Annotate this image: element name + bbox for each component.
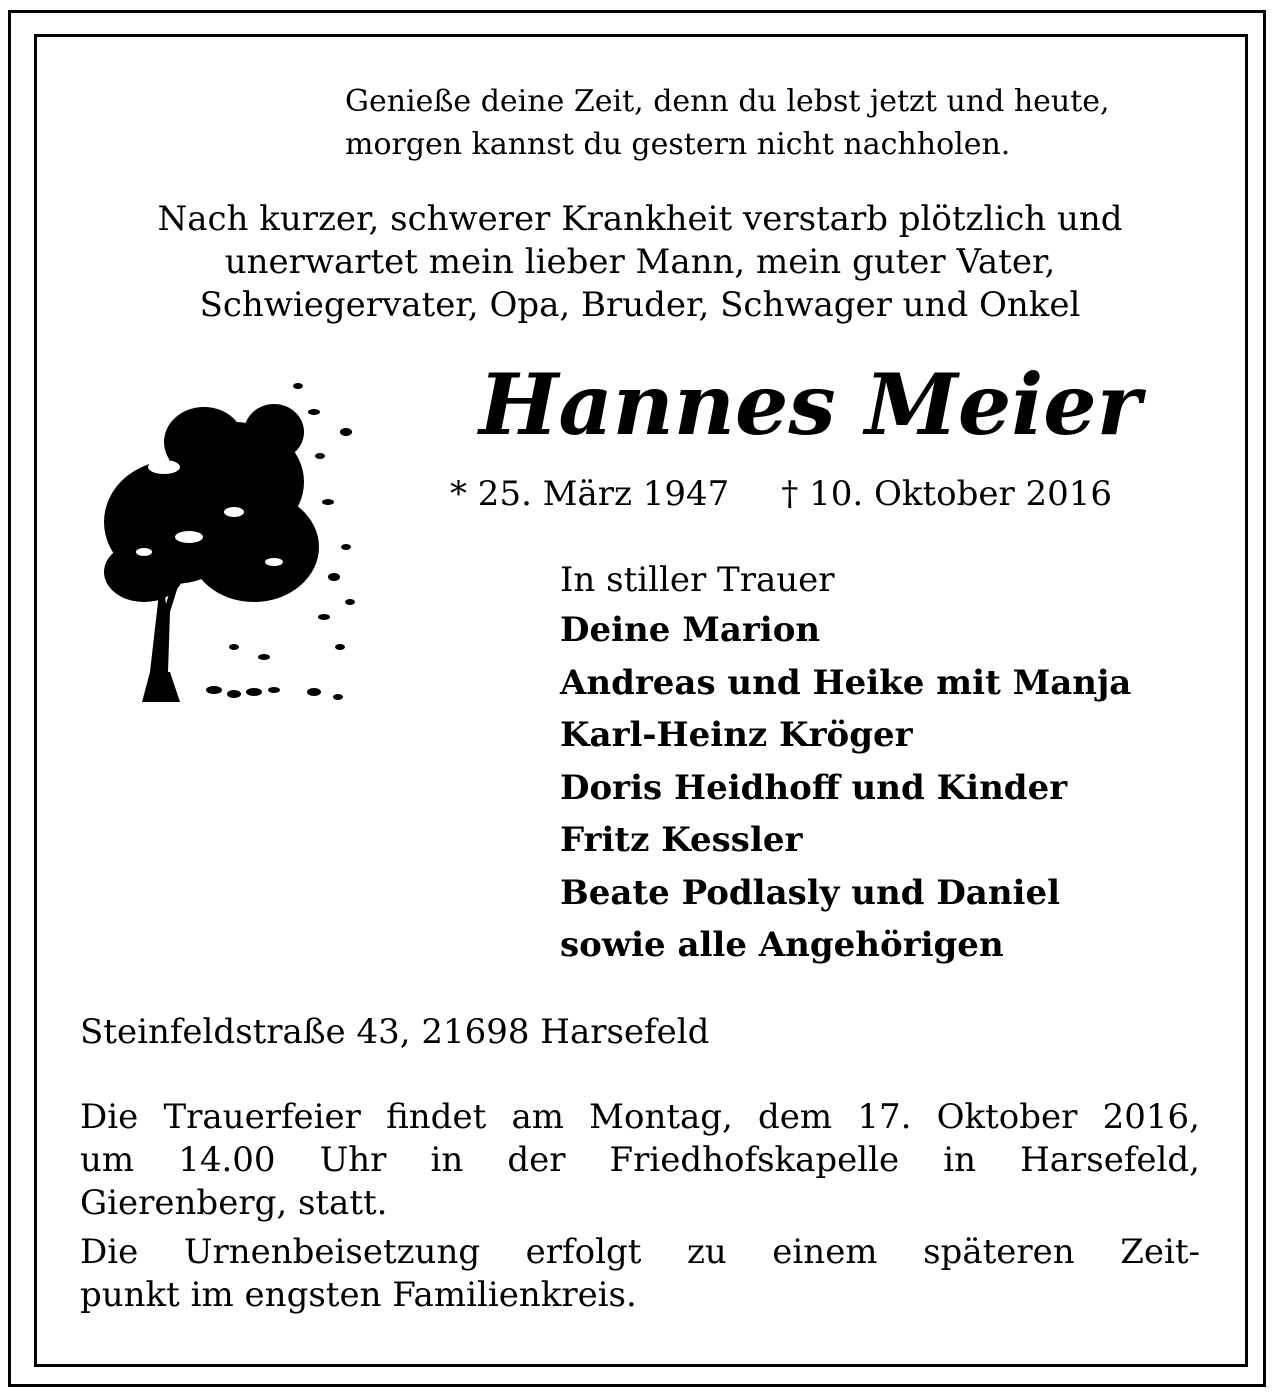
word: Friedhofskapelle bbox=[609, 1140, 900, 1180]
funeral-line: Gierenberg, statt. bbox=[80, 1183, 388, 1223]
death-announcement-intro bbox=[40, 198, 1240, 327]
word: einem bbox=[772, 1232, 878, 1272]
word: Zeit- bbox=[1120, 1232, 1200, 1272]
word: in bbox=[943, 1140, 977, 1180]
funeral-line bbox=[80, 1096, 1200, 1139]
word: um bbox=[80, 1140, 135, 1180]
word: der bbox=[507, 1140, 566, 1180]
motto-line: morgen kannst du gestern nicht nachholen. bbox=[345, 127, 1011, 162]
family-address: Steinfeldstraße 43, 21698 Harsefeld bbox=[80, 1012, 710, 1052]
intro-line: unerwartet mein lieber Mann, mein guter Vater, bbox=[224, 242, 1056, 282]
mourner-name: Deine Marion bbox=[560, 610, 821, 650]
word: Oktober bbox=[936, 1097, 1078, 1137]
word: Trauerfeier bbox=[163, 1097, 361, 1137]
birth-date: * 25. März 1947 bbox=[450, 474, 730, 514]
word: 17. bbox=[857, 1097, 912, 1137]
mourner-name: Doris Heidhoff und Kinder bbox=[560, 767, 1068, 808]
funeral-notice bbox=[80, 1096, 1200, 1317]
mourner-name: Fritz Kessler bbox=[560, 820, 803, 860]
word: Uhr bbox=[319, 1140, 387, 1180]
word: Montag, bbox=[589, 1097, 733, 1137]
mourner-name: Andreas und Heike mit Manja bbox=[560, 662, 1132, 703]
word: 2016, bbox=[1102, 1097, 1200, 1137]
mourner-name: sowie alle Angehörigen bbox=[560, 925, 1004, 965]
tree-with-falling-leaves-icon bbox=[84, 372, 374, 717]
urn-line bbox=[80, 1231, 1200, 1274]
word: dem bbox=[758, 1097, 833, 1137]
intro-line: Nach kurzer, schwerer Krankheit verstarb plötzlich und bbox=[157, 199, 1123, 239]
motto-line: Genieße deine Zeit, denn du lebst jetzt und heute, bbox=[345, 84, 1110, 119]
mourner-name: Karl-Heinz Kröger bbox=[560, 715, 913, 755]
death-date: † 10. Oktober 2016 bbox=[781, 474, 1113, 514]
word: zu bbox=[686, 1232, 727, 1272]
word: Die bbox=[80, 1232, 139, 1272]
urn-line: punkt im engsten Familienkreis. bbox=[80, 1275, 637, 1315]
mourners-block bbox=[560, 556, 1240, 972]
life-dates bbox=[450, 474, 1112, 514]
word: in bbox=[430, 1140, 464, 1180]
deceased-name: Hannes Meier bbox=[479, 355, 1141, 454]
word: erfolgt bbox=[525, 1232, 642, 1272]
word: späteren bbox=[923, 1232, 1075, 1272]
motto-verse bbox=[345, 80, 1225, 166]
word: 14.00 bbox=[178, 1140, 276, 1180]
word: findet bbox=[386, 1097, 487, 1137]
intro-line: Schwiegervater, Opa, Bruder, Schwager und Onkel bbox=[199, 285, 1081, 325]
word: am bbox=[511, 1097, 564, 1137]
word: Die bbox=[80, 1097, 139, 1137]
mourning-lead: In stiller Trauer bbox=[560, 560, 835, 600]
mourner-name: Beate Podlasly und Daniel bbox=[560, 872, 1061, 913]
funeral-line bbox=[80, 1139, 1200, 1182]
word: Harsefeld, bbox=[1020, 1140, 1200, 1180]
word: Urnenbeisetzung bbox=[183, 1232, 481, 1272]
